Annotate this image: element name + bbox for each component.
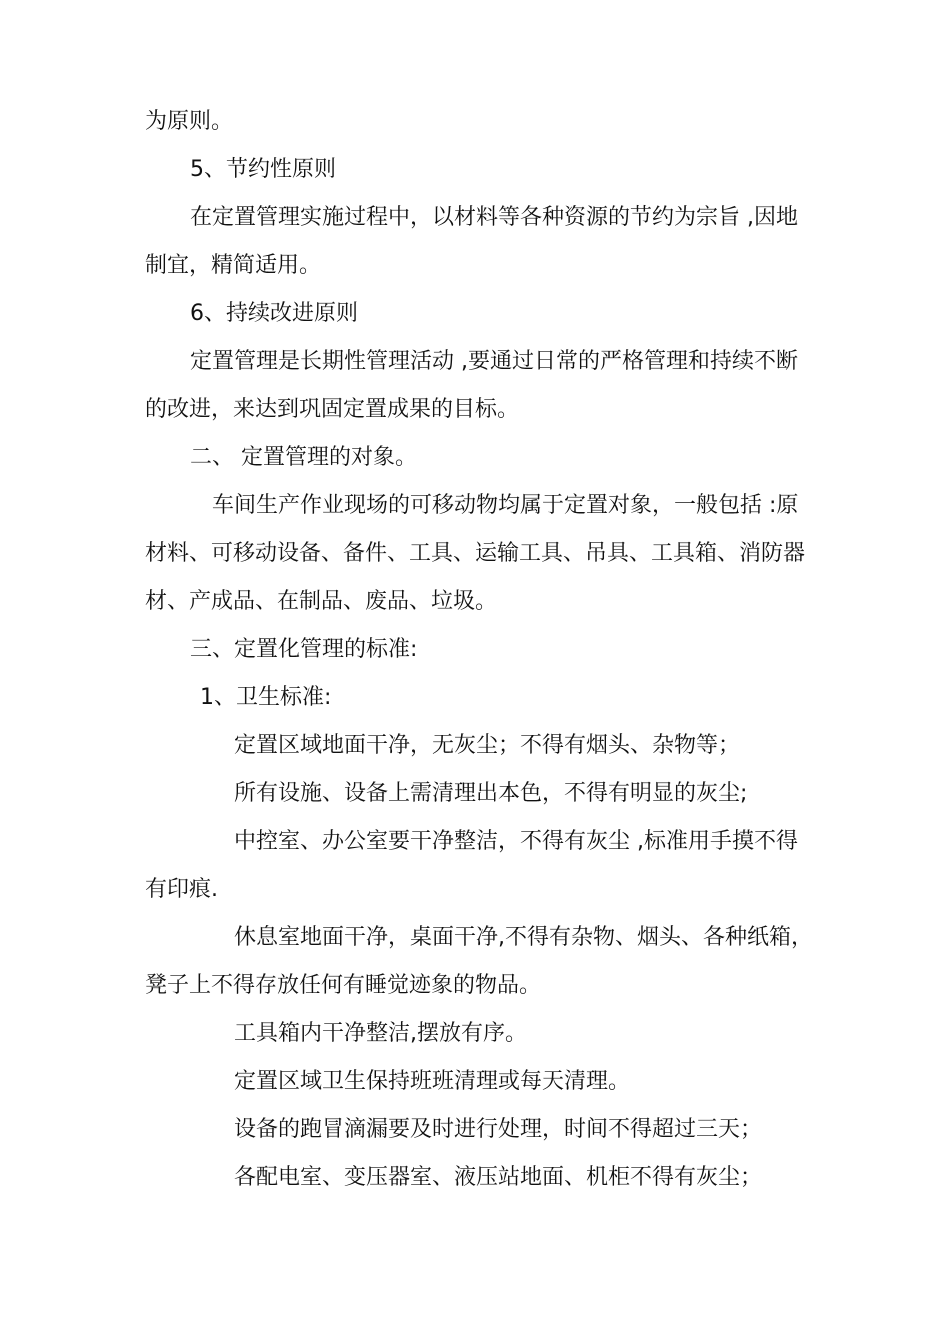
section-heading: 三、定置化管理的标准: [190,637,418,662]
text-line: 定置区域地面干净，无灰尘；不得有烟头、杂物等； [234,733,741,758]
text-line: 在定置管理实施过程中，以材料等各种资源的节约为宗旨 ,因地 [190,205,798,230]
text-line: 中控室、办公室要干净整洁，不得有灰尘 ,标准用手摸不得 [234,829,798,854]
text-line: 休息室地面干净，桌面干净,不得有杂物、烟头、各种纸箱， [234,925,813,950]
text-line: 凳子上不得存放任何有睡觉迹象的物品。 [145,973,542,998]
text-line: 各配电室、变压器室、液压站地面、机柜不得有灰尘； [234,1165,763,1190]
text-line: 所有设施、设备上需清理出本色，不得有明显的灰尘; [234,781,748,806]
text-line: 为原则。 [145,109,234,134]
section-heading: 6、持续改进原则 [190,301,358,326]
text-line: 定置管理是长期性管理活动 ,要通过日常的严格管理和持续不断 [190,349,798,374]
text-line: 设备的跑冒滴漏要及时进行处理，时间不得超过三天； [234,1117,763,1142]
text-line: 材、产成品、在制品、废品、垃圾。 [145,589,498,614]
text-line: 工具箱内干净整洁,摆放有序。 [234,1021,527,1046]
text-line: 有印痕. [145,877,218,902]
text-line: 定置区域卫生保持班班清理或每天清理。 [234,1069,631,1094]
text-line: 材料、可移动设备、备件、工具、运输工具、吊具、工具箱、消防器 [145,541,806,566]
section-heading: 二、 定置管理的对象。 [190,445,417,470]
text-line: 的改进，来达到巩固定置成果的目标。 [145,397,520,422]
text-line: 制宜，精简适用。 [145,253,322,278]
text-line: 车间生产作业现场的可移动物均属于定置对象，一般包括 :原 [212,493,799,518]
section-heading: 5、节约性原则 [190,157,336,182]
subsection-heading: 1、卫生标准: [200,685,332,710]
